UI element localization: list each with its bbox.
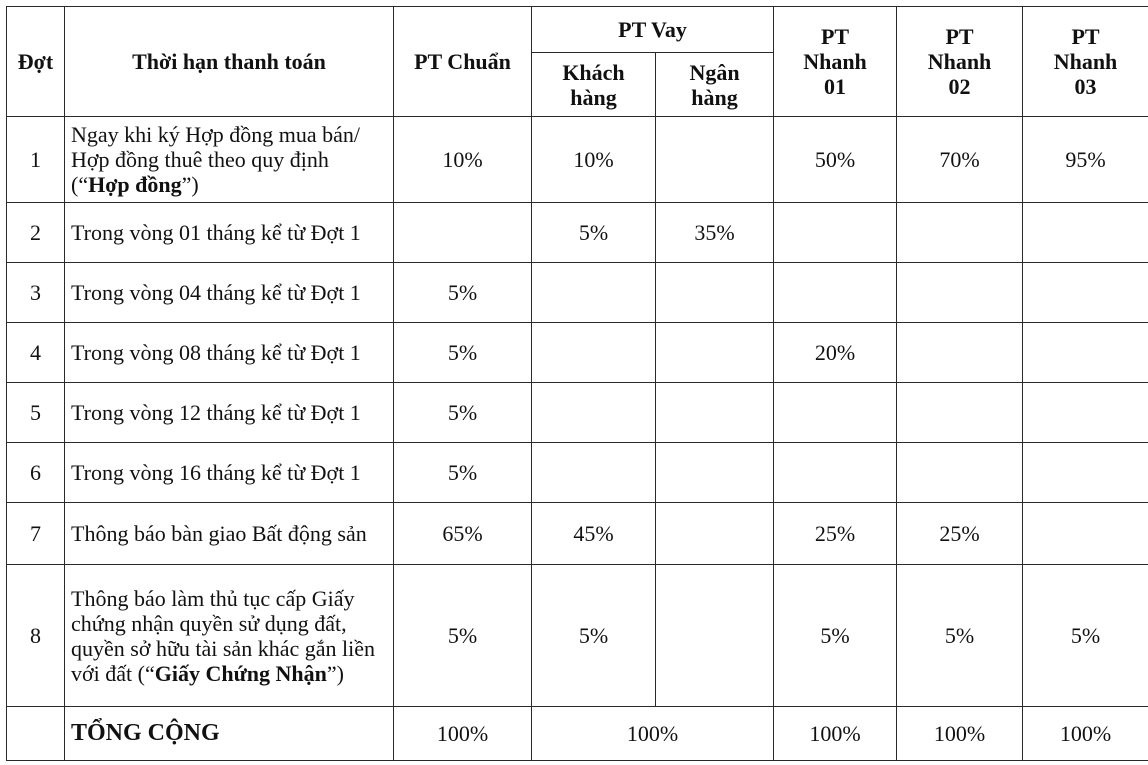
cell-pt-nhanh-03 <box>1023 443 1148 503</box>
cell-pt-nhanh-02 <box>897 203 1023 263</box>
cell-ngan-hang <box>656 323 774 383</box>
row-dot: 3 <box>7 263 65 323</box>
cell-pt-nhanh-03 <box>1023 263 1148 323</box>
row-term: Trong vòng 08 tháng kể từ Đợt 1 <box>65 323 394 383</box>
header-pt-nhanh-01: PT Nhanh 01 <box>774 7 897 117</box>
row-dot: 5 <box>7 383 65 443</box>
cell-pt-nhanh-02: 5% <box>897 565 1023 707</box>
row-term: Trong vòng 12 tháng kể từ Đợt 1 <box>65 383 394 443</box>
header-dot: Đợt <box>7 7 65 117</box>
total-pt-vay: 100% <box>532 707 774 761</box>
table-row <box>7 117 1148 203</box>
total-pt-nhanh-02: 100% <box>897 707 1023 761</box>
row-term: Trong vòng 01 tháng kể từ Đợt 1 <box>65 203 394 263</box>
cell-pt-chuan: 5% <box>394 323 532 383</box>
cell-ngan-hang <box>656 383 774 443</box>
cell-pt-nhanh-01 <box>774 203 897 263</box>
header-payment-term: Thời hạn thanh toán <box>65 7 394 117</box>
header-khach-hang: Khách hàng <box>532 53 656 117</box>
cell-khach-hang: 5% <box>532 203 656 263</box>
cell-khach-hang <box>532 263 656 323</box>
row-term: Thông báo làm thủ tục cấp Giấy chứng nhận quyền sử dụng đất, quyền sở hữu tài sản khác gắn liền với đất (“Giấy Chứng Nhận”) <box>65 565 394 707</box>
cell-ngan-hang: 35% <box>656 203 774 263</box>
cell-khach-hang: 45% <box>532 503 656 565</box>
row-term: Ngay khi ký Hợp đồng mua bán/ Hợp đồng thuê theo quy định (“Hợp đồng”) <box>65 117 394 203</box>
table-row <box>7 323 1148 383</box>
cell-khach-hang <box>532 323 656 383</box>
cell-pt-nhanh-02 <box>897 263 1023 323</box>
table-row <box>7 383 1148 443</box>
cell-pt-nhanh-02 <box>897 443 1023 503</box>
table-row <box>7 503 1148 565</box>
cell-ngan-hang <box>656 443 774 503</box>
table-row <box>7 203 1148 263</box>
cell-khach-hang <box>532 443 656 503</box>
cell-pt-nhanh-01 <box>774 263 897 323</box>
cell-pt-nhanh-03 <box>1023 323 1148 383</box>
table-row <box>7 565 1148 707</box>
header-pt-vay: PT Vay <box>532 7 774 53</box>
cell-khach-hang: 10% <box>532 117 656 203</box>
cell-pt-nhanh-01: 50% <box>774 117 897 203</box>
row-term: Trong vòng 16 tháng kể từ Đợt 1 <box>65 443 394 503</box>
total-dot <box>7 707 65 761</box>
cell-khach-hang: 5% <box>532 565 656 707</box>
cell-pt-nhanh-01 <box>774 443 897 503</box>
header-pt-nhanh-03: PT Nhanh 03 <box>1023 7 1148 117</box>
cell-pt-chuan: 5% <box>394 383 532 443</box>
cell-pt-chuan: 10% <box>394 117 532 203</box>
cell-ngan-hang <box>656 565 774 707</box>
cell-pt-nhanh-03: 5% <box>1023 565 1148 707</box>
cell-khach-hang <box>532 383 656 443</box>
row-dot: 6 <box>7 443 65 503</box>
cell-pt-chuan: 5% <box>394 565 532 707</box>
header-pt-nhanh-02: PT Nhanh 02 <box>897 7 1023 117</box>
cell-pt-nhanh-01: 20% <box>774 323 897 383</box>
cell-pt-nhanh-02 <box>897 383 1023 443</box>
total-pt-nhanh-03: 100% <box>1023 707 1148 761</box>
table-row <box>7 443 1148 503</box>
row-dot: 4 <box>7 323 65 383</box>
total-pt-chuan: 100% <box>394 707 532 761</box>
header-pt-chuan: PT Chuẩn <box>394 7 532 117</box>
cell-pt-nhanh-01: 5% <box>774 565 897 707</box>
cell-ngan-hang <box>656 263 774 323</box>
cell-pt-nhanh-02: 70% <box>897 117 1023 203</box>
row-dot: 1 <box>7 117 65 203</box>
cell-pt-nhanh-01 <box>774 383 897 443</box>
cell-pt-nhanh-03 <box>1023 383 1148 443</box>
row-term: Trong vòng 04 tháng kể từ Đợt 1 <box>65 263 394 323</box>
cell-pt-nhanh-03: 95% <box>1023 117 1148 203</box>
total-pt-nhanh-01: 100% <box>774 707 897 761</box>
row-term: Thông báo bàn giao Bất động sản <box>65 503 394 565</box>
cell-pt-chuan: 65% <box>394 503 532 565</box>
cell-ngan-hang <box>656 503 774 565</box>
payment-schedule-table <box>6 6 1148 761</box>
cell-pt-nhanh-02: 25% <box>897 503 1023 565</box>
table-row <box>7 263 1148 323</box>
cell-pt-nhanh-01: 25% <box>774 503 897 565</box>
total-label: TỔNG CỘNG <box>65 707 394 761</box>
cell-ngan-hang <box>656 117 774 203</box>
cell-pt-nhanh-03 <box>1023 503 1148 565</box>
row-dot: 7 <box>7 503 65 565</box>
cell-pt-chuan: 5% <box>394 263 532 323</box>
cell-pt-chuan: 5% <box>394 443 532 503</box>
cell-pt-nhanh-02 <box>897 323 1023 383</box>
row-dot: 2 <box>7 203 65 263</box>
total-row <box>7 707 1148 761</box>
cell-pt-chuan <box>394 203 532 263</box>
cell-pt-nhanh-03 <box>1023 203 1148 263</box>
header-ngan-hang: Ngân hàng <box>656 53 774 117</box>
row-dot: 8 <box>7 565 65 707</box>
